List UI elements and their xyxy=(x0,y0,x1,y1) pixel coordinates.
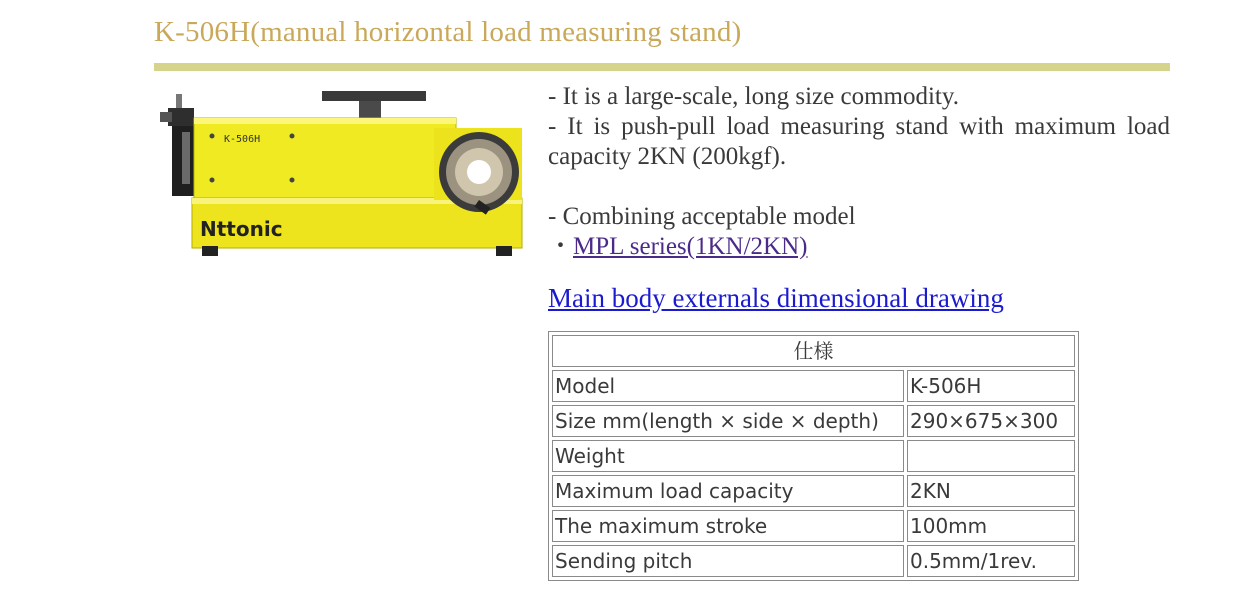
table-row xyxy=(552,440,1075,472)
spec-value: 290×675×300 xyxy=(907,405,1075,437)
mpl-series-link[interactable]: MPL series(1KN/2KN) xyxy=(573,233,808,260)
bullet: ・ xyxy=(548,233,574,260)
product-image xyxy=(154,88,524,264)
brand-label: Nttonic xyxy=(200,217,283,241)
table-row xyxy=(552,545,1075,577)
model-plate-text: K-506H xyxy=(224,134,261,145)
spec-table xyxy=(548,331,1079,581)
description-line-2: - It is push-pull load measuring stand with maximum load capacity 2KN (200kgf). xyxy=(548,113,1170,170)
spec-label: The maximum stroke xyxy=(552,510,904,542)
compatible-model-row xyxy=(548,232,1170,262)
title-divider xyxy=(154,63,1170,71)
spec-value xyxy=(907,440,1075,472)
description-line-3: - Combining acceptable model xyxy=(548,203,856,230)
description-line-1: - It is a large-scale, long size commodity. xyxy=(548,83,959,110)
table-header-row xyxy=(552,335,1075,367)
spec-value: 2KN xyxy=(907,475,1075,507)
spec-value: K-506H xyxy=(907,370,1075,402)
spec-value: 0.5mm/1rev. xyxy=(907,545,1075,577)
table-header: 仕様 xyxy=(552,335,1075,367)
spec-value: 100mm xyxy=(907,510,1075,542)
dimensional-drawing-link[interactable]: Main body externals dimensional drawing xyxy=(548,283,1004,313)
spec-label: Size mm(length × side × depth) xyxy=(552,405,904,437)
table-row xyxy=(552,475,1075,507)
product-description xyxy=(548,82,1170,262)
spec-label: Model xyxy=(552,370,904,402)
table-row xyxy=(552,405,1075,437)
spec-label: Weight xyxy=(552,440,904,472)
spec-label: Maximum load capacity xyxy=(552,475,904,507)
table-row xyxy=(552,510,1075,542)
spec-label: Sending pitch xyxy=(552,545,904,577)
table-row xyxy=(552,370,1075,402)
page-title: K-506H(manual horizontal load measuring stand) xyxy=(154,16,742,48)
